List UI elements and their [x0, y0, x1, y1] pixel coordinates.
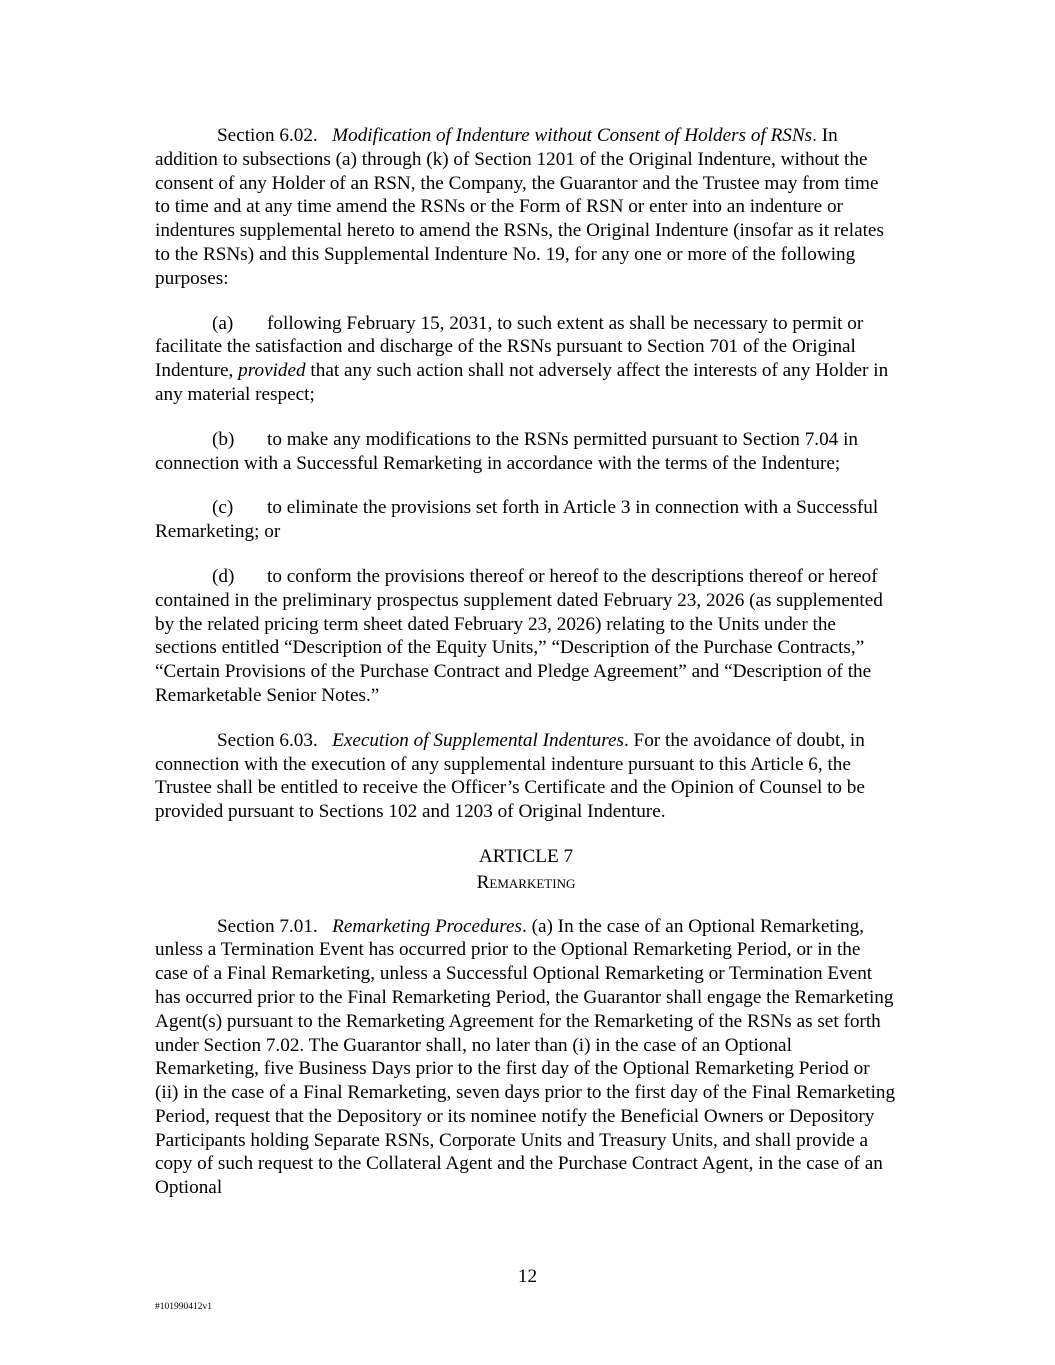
section-title: Modification of Indenture without Consent of Holders of RSNs [332, 125, 813, 146]
document-id: #101990412v1 [155, 1302, 212, 1312]
section-number: Section 7.01. [217, 915, 318, 937]
list-item-b [155, 428, 897, 476]
item-text-continued: that any such action shall not adversely affect the interests of any Holder in any material respect; [155, 360, 889, 405]
page-number: 12 [517, 1266, 538, 1287]
section-title: Remarketing Procedures [332, 915, 522, 937]
item-label: (d) [212, 565, 235, 587]
section-body: . For the avoidance of doubt, in connection with the execution of any supplemental indenture pursuant to this Article 6, the Trustee shall be entitled to receive the Officer’s Certificate and the Opinion of Counsel to be provided pursuant to Sections 102 and 1203 of Original Indenture. [155, 729, 865, 823]
item-text: to make any modifications to the RSNs permitted pursuant to Section 7.04 in connection with a Successful Remarketing in accordance with the terms of the Indenture; [155, 428, 858, 474]
section-6-02 [155, 124, 897, 291]
item-label: (b) [212, 428, 235, 450]
section-title: Execution of Supplemental Indentures [332, 729, 624, 751]
section-6-03 [155, 729, 897, 824]
item-text: to conform the provisions thereof or hereof to the descriptions thereof or hereof contained in the preliminary prospectus supplement dated February 23, 2026 (as supplemented by the related pricing term sheet dated February 23, 2026) relating to the Units under the sections entitled “Description of the Equity Units,” “Description of the Purchase Contracts,” “Certain Provisions of the Purchase Contract and Pledge Agreement” and “Description of the Remarketable Senior Notes.” [155, 565, 883, 706]
item-text: to eliminate the provisions set forth in Article 3 in connection with a Successful Remarketing; or [155, 497, 879, 543]
list-item-d [155, 565, 897, 708]
item-label: (a) [212, 312, 234, 334]
item-emphasis: provided [238, 360, 306, 382]
section-number: Section 6.03. [217, 729, 318, 751]
item-text: following February 15, 2031, to such extent as shall be necessary to permit or facilitate the satisfaction and discharge of the RSNs pursuant to Section 701 of the Original Indenture, [155, 312, 864, 382]
section-body: . (a) In the case of an Optional Remarketing, unless a Termination Event has occurred prior to the Optional Remarketing Period, or in the case of a Final Remarketing, unless a Successful Optional Remarketing or Termination Event has occurred prior to the Final Remarketing Period, the Guarantor shall engage the Remarketing Agent(s) pursuant to the Remarketing Agreement for the Remarketing of the RSNs as set forth under Section 7.02. The Guarantor shall, no later than (i) in the case of an Optional Remarketing, five Business Days prior to the first day of the Optional Remarketing Period or (ii) in the case of a Final Remarketing, seven days prior to the first day of the Final Remarketing Period, request that the Depository or its nominee notify the Beneficial Owners or Depository Participants holding Separate RSNs, Corporate Units and Treasury Units, and shall provide a copy of such request to the Collateral Agent and the Purchase Contract Agent, in the case of an Optional [155, 915, 896, 1199]
article-heading: ARTICLE 7 [478, 845, 574, 867]
section-number: Section 6.02. [217, 125, 318, 146]
item-label: (c) [212, 497, 234, 519]
section-body: . In addition to subsections (a) through (k) of Section 1201 of the Original Indenture, without the consent of any Holder of an RSN, the Company, the Guarantor and the Trustee may from time to time and at any time amend the RSNs or the Form of RSN or enter into an indenture or indentures supplemental hereto to amend the RSNs, the Original Indenture (insofar as it relates to the RSNs) and this Supplemental Indenture No. 19, for any one or more of the following purposes: [155, 125, 884, 289]
document-page [155, 124, 897, 1200]
list-item-c [155, 496, 897, 544]
section-7-01 [155, 915, 897, 1201]
list-item-a [155, 312, 897, 407]
article-subheading: Remarketing [476, 871, 576, 893]
